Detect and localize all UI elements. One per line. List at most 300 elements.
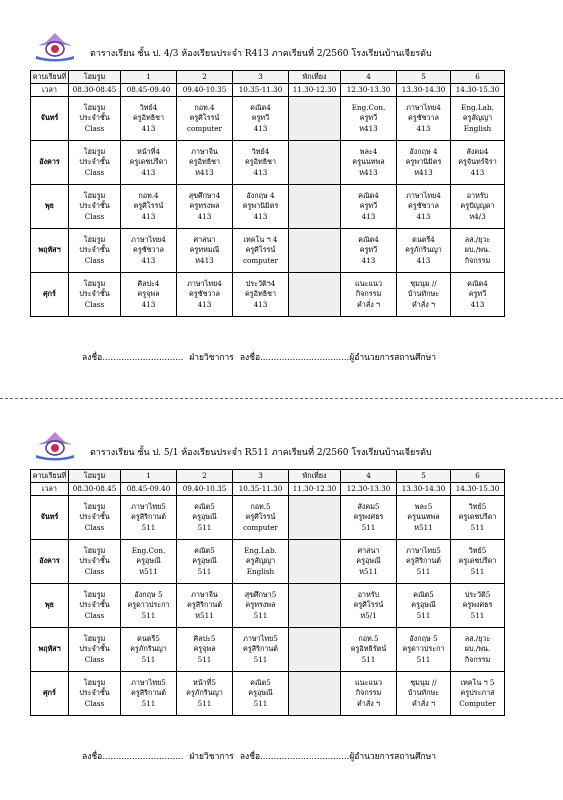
day-row (31, 185, 505, 229)
room: 511 (253, 654, 268, 664)
subject: อังกฤษ 4 (246, 190, 275, 200)
room: 511 (253, 610, 268, 620)
period-header: 5 (397, 470, 451, 483)
teacher: ครูเดชปรีดา (458, 512, 497, 522)
time-slot: 14.30-15.30 (451, 483, 505, 496)
class-cell (397, 229, 451, 273)
teacher: ครูทรงพล (189, 201, 220, 211)
subject: โฮมรูม (83, 633, 106, 643)
subject: คณิต5 (413, 589, 434, 599)
teacher: ครูทหมณี (189, 245, 220, 255)
room: 511 (253, 698, 268, 708)
time-label: เวลา (31, 84, 69, 97)
class-cell (341, 672, 397, 716)
lunch-break-cell (289, 273, 341, 317)
teacher: ครูชัชวาล (133, 245, 164, 255)
class-cell (177, 496, 233, 540)
subject: อาหรับ (466, 190, 489, 200)
room: 511 (197, 654, 212, 664)
school-logo-icon (33, 431, 77, 461)
subject: Eng.Con. (351, 102, 386, 112)
room: computer (243, 255, 278, 265)
class-cell (451, 185, 505, 229)
subject: สุขศึกษา4 (188, 190, 221, 200)
time-slot: 09.40-10.35 (177, 483, 233, 496)
homeroom-cell (69, 540, 121, 584)
teacher: ครูสิริกานต์ (131, 688, 166, 698)
class-cell (177, 540, 233, 584)
period-header: 4 (341, 71, 397, 84)
teacher: ครูทรงพล (245, 600, 276, 610)
class-cell (177, 273, 233, 317)
room: คำสั่ง ฯ (411, 698, 436, 708)
homeroom-cell (69, 97, 121, 141)
room: 511 (361, 654, 376, 664)
lunch-break-cell (289, 229, 341, 273)
teacher: ครูนนทพล (352, 157, 385, 167)
lunch-break-cell (289, 628, 341, 672)
room: 511 (141, 654, 156, 664)
academic-dept-label: ฝ่ายวิชาการ (189, 353, 234, 363)
day-row (31, 97, 505, 141)
class-cell (177, 185, 233, 229)
day-row (31, 141, 505, 185)
class-cell (451, 628, 505, 672)
subject: ลส./ยุวะ (464, 633, 491, 643)
room: 511 (361, 522, 376, 532)
subject: กอท.5 (250, 501, 271, 511)
room: 511 (416, 566, 431, 576)
teacher: ครูชัชวาล (408, 113, 439, 123)
period-header: 1 (121, 71, 177, 84)
class-cell (451, 540, 505, 584)
subject: ศาสนา (193, 234, 216, 244)
lunch-break-cell (289, 540, 341, 584)
class-cell (121, 672, 177, 716)
class-cell (233, 97, 289, 141)
subject: Eng.Con. (131, 545, 166, 555)
class-cell (341, 97, 397, 141)
teacher: ครูอิทธิชา (188, 157, 221, 167)
room: Class (84, 654, 105, 664)
teacher: ครูอิทธิชา (244, 157, 277, 167)
room: Class (84, 211, 105, 221)
room: ห413 (359, 123, 378, 133)
time-slot: 12.30-13.30 (341, 483, 397, 496)
subject: โฮมรูม (83, 677, 106, 687)
room: 413 (141, 299, 156, 309)
teacher: ครูสิริกานต์ (243, 644, 278, 654)
teacher: ครูสิริกานต์ (131, 512, 166, 522)
teacher: ครูพานิมิตร (405, 157, 442, 167)
subject: เทคโน ฯ 5 (460, 677, 495, 687)
teacher: ผบ./พน. (464, 245, 491, 255)
teacher: ครูศิโรรน์ (133, 201, 164, 211)
room: 413 (253, 167, 268, 177)
subject: วิทย์5 (468, 501, 487, 511)
room: กิจกรรม (464, 255, 491, 265)
class-cell (397, 97, 451, 141)
room: ห413 (195, 255, 214, 265)
class-cell (177, 141, 233, 185)
teacher: ครูทวี (359, 201, 378, 211)
class-cell (233, 185, 289, 229)
room: 413 (141, 167, 156, 177)
class-cell (177, 672, 233, 716)
teacher: ครูพานิมิตร (242, 201, 279, 211)
class-cell (177, 229, 233, 273)
lunch-break-cell (289, 584, 341, 628)
teacher: ประจำชั้น (79, 556, 110, 566)
room: ห413 (359, 167, 378, 177)
subject: ชุมนุม // (410, 677, 437, 687)
room: 511 (197, 698, 212, 708)
room: English (246, 566, 275, 576)
subject: กอท.4 (138, 190, 159, 200)
class-cell (121, 185, 177, 229)
room: 413 (253, 123, 268, 133)
room: คำสั่ง ฯ (356, 299, 381, 309)
time-slot: 12.30-13.30 (341, 84, 397, 97)
class-cell (121, 628, 177, 672)
subject: แนะแนว (355, 677, 382, 687)
subject: พละ5 (414, 501, 433, 511)
teacher: ครูอุษณี (192, 512, 217, 522)
subject: หน้าที่4 (137, 146, 160, 156)
room: คำสั่ง ฯ (411, 299, 436, 309)
room: กิจกรรม (464, 654, 491, 664)
subject: ดนตรี4 (412, 234, 435, 244)
subject: วิทย์5 (468, 545, 487, 555)
teacher: ครูทวี (251, 113, 270, 123)
time-slot: 13.30-14.30 (397, 84, 451, 97)
subject: โฮมรูม (83, 589, 106, 599)
day-name: จันทร์ (31, 97, 69, 141)
teacher: ครูอิทธิชา (132, 113, 165, 123)
class-cell (341, 628, 397, 672)
time-slot: 08.45-09.40 (121, 483, 177, 496)
room: 413 (253, 211, 268, 221)
signature-field: ลงชื่อ.............................. (82, 752, 184, 762)
period-header: โฮมรูม (69, 71, 121, 84)
subject: ภาษาไทย5 (243, 633, 278, 643)
subject: สังคม4 (466, 146, 489, 156)
room: 511 (141, 522, 156, 532)
time-slot: 14.30-15.30 (451, 84, 505, 97)
time-slot: 11.30-12.30 (289, 483, 341, 496)
lunch-break-cell (289, 496, 341, 540)
subject: ภาษาไทย4 (406, 190, 441, 200)
room: 511 (416, 654, 431, 664)
day-row (31, 628, 505, 672)
subject: Eng.Lab. (461, 102, 494, 112)
schedule-title: ตารางเรียน ชั้น ป. 5/1 ห้องเรียนประจำ R511 ภาคเรียนที่ 2/2560 โรงเรียนบ้านเจียรดับ (90, 448, 432, 458)
time-slot: 08.30-08.45 (69, 84, 121, 97)
room: ห413 (195, 167, 214, 177)
subject: สังคม5 (357, 501, 380, 511)
room: 413 (361, 211, 376, 221)
teacher: ครูสิริกานต์ (187, 600, 222, 610)
teacher: ประจำชั้น (79, 245, 110, 255)
class-cell (341, 185, 397, 229)
room: 511 (470, 610, 485, 620)
day-name: จันทร์ (31, 496, 69, 540)
teacher: ครูทวี (359, 113, 378, 123)
subject: หน้าที่5 (193, 677, 216, 687)
room: Class (84, 522, 105, 532)
room: 511 (470, 522, 485, 532)
subject: คณิต4 (250, 102, 271, 112)
room: Class (84, 255, 105, 265)
room: Class (84, 167, 105, 177)
room: 413 (197, 211, 212, 221)
homeroom-cell (69, 141, 121, 185)
homeroom-cell (69, 496, 121, 540)
period-header-label: คาบเรียนที่ (31, 470, 69, 483)
day-name: อังคาร (31, 540, 69, 584)
day-name: ศุกร์ (31, 672, 69, 716)
teacher: ครูศิโรรน์ (245, 512, 276, 522)
page-divider (0, 398, 563, 399)
subject: เทคโน ฯ 4 (243, 234, 278, 244)
teacher: ครูภักรินญา (186, 688, 223, 698)
subject: คณิต4 (467, 278, 488, 288)
teacher: ครูอิทธิรัตน์ (350, 644, 387, 654)
academic-dept-label: ฝ่ายวิชาการ (189, 752, 234, 762)
timetable (30, 469, 505, 716)
subject: ศิลปะ5 (193, 633, 216, 643)
teacher: ครูเดชปรีดา (458, 556, 497, 566)
room: 413 (253, 299, 268, 309)
time-slot: 11.30-12.30 (289, 84, 341, 97)
room: 511 (470, 566, 485, 576)
class-cell (397, 185, 451, 229)
lunch-break-cell (289, 185, 341, 229)
signature-line (82, 749, 442, 763)
homeroom-cell (69, 628, 121, 672)
room: ห511 (414, 522, 433, 532)
room: 511 (141, 698, 156, 708)
teacher: ครูอิทธิชา (244, 289, 277, 299)
signature-field: ลงชื่อ.................................ผู้อำนวยการสถานศึกษา (239, 752, 436, 762)
period-header: พักเที่ยง (289, 71, 341, 84)
class-cell (341, 273, 397, 317)
subject: ภาษาไทย4 (131, 234, 166, 244)
day-row (31, 584, 505, 628)
class-cell (121, 584, 177, 628)
class-cell (233, 141, 289, 185)
subject: วิทย์4 (251, 146, 270, 156)
teacher: ครูพงศธร (353, 512, 384, 522)
class-cell (121, 273, 177, 317)
room: ห511 (359, 566, 378, 576)
teacher: ครูอุษณี (192, 556, 217, 566)
room: 413 (416, 123, 431, 133)
class-cell (397, 540, 451, 584)
timetable (30, 70, 505, 317)
subject: ภาษาไทย4 (187, 278, 222, 288)
class-cell (121, 496, 177, 540)
teacher: ครูชัชวาล (408, 201, 439, 211)
class-cell (121, 97, 177, 141)
subject: วิทย์4 (139, 102, 158, 112)
teacher: ประจำชั้น (79, 512, 110, 522)
subject: ประวัติฯ4 (245, 278, 276, 288)
teacher: ครูจันทร์จิรา (458, 157, 497, 167)
time-slot: 10.35-11.30 (233, 84, 289, 97)
subject: กอท.5 (358, 633, 379, 643)
teacher: ผบ./พน. (464, 644, 491, 654)
class-cell (397, 273, 451, 317)
teacher: ครูทวี (468, 289, 487, 299)
subject: คณิต5 (194, 545, 215, 555)
room: Class (84, 299, 105, 309)
teacher: ครูจุพล (137, 289, 160, 299)
class-cell (451, 273, 505, 317)
subject: อังกฤษ 4 (409, 146, 438, 156)
room: 413 (197, 299, 212, 309)
class-cell (341, 496, 397, 540)
homeroom-cell (69, 584, 121, 628)
class-cell (397, 141, 451, 185)
class-cell (397, 628, 451, 672)
subject: อาหรับ (357, 589, 380, 599)
room: Class (84, 566, 105, 576)
teacher: ครูศิโรรน์ (245, 245, 276, 255)
teacher: ครูอุษณี (356, 556, 381, 566)
teacher: ครูจุพล (193, 644, 216, 654)
teacher: ครูอุษณี (136, 556, 161, 566)
class-cell (233, 628, 289, 672)
room: 511 (197, 566, 212, 576)
room: 413 (141, 211, 156, 221)
teacher: ครูเดชปรีดา (129, 157, 168, 167)
time-label: เวลา (31, 483, 69, 496)
subject: Eng.Lab. (244, 545, 277, 555)
room: 413 (470, 299, 485, 309)
subject: โฮมรูม (83, 234, 106, 244)
teacher: บ้านทักษะ (407, 289, 440, 299)
day-row (31, 229, 505, 273)
subject: ประวัติ5 (464, 589, 491, 599)
subject: โฮมรูม (83, 190, 106, 200)
homeroom-cell (69, 185, 121, 229)
teacher: ครูชัชวาล (189, 289, 220, 299)
time-slot: 09.40-10.35 (177, 84, 233, 97)
period-header: โฮมรูม (69, 470, 121, 483)
class-cell (341, 229, 397, 273)
period-header: 3 (233, 71, 289, 84)
period-header: 1 (121, 470, 177, 483)
lunch-break-cell (289, 141, 341, 185)
teacher: ครูดาวประกา (127, 600, 170, 610)
room: 413 (141, 123, 156, 133)
homeroom-cell (69, 672, 121, 716)
teacher: ประจำชั้น (79, 201, 110, 211)
signature-field: ลงชื่อ.............................. (82, 353, 184, 363)
room: computer (243, 522, 278, 532)
room: ห511 (195, 610, 214, 620)
school-logo-icon (33, 32, 77, 62)
subject: โฮมรูม (83, 146, 106, 156)
day-row (31, 273, 505, 317)
subject: โฮมรูม (83, 545, 106, 555)
teacher: ประจำชั้น (79, 688, 110, 698)
room: ห511 (139, 566, 158, 576)
class-cell (397, 672, 451, 716)
class-cell (451, 672, 505, 716)
class-cell (341, 540, 397, 584)
homeroom-cell (69, 273, 121, 317)
subject: ภาษาไทย5 (131, 501, 166, 511)
class-cell (233, 273, 289, 317)
room: ห5/1 (360, 610, 377, 620)
period-header: 6 (451, 71, 505, 84)
room: 413 (416, 211, 431, 221)
room: Class (84, 610, 105, 620)
lunch-break-cell (289, 97, 341, 141)
subject: ภาษาจีน (191, 589, 218, 599)
time-slot: 10.35-11.30 (233, 483, 289, 496)
room: คำสั่ง ฯ (356, 698, 381, 708)
time-slot: 08.30-08.45 (69, 483, 121, 496)
period-header: 6 (451, 470, 505, 483)
room: Class (84, 123, 105, 133)
day-name: พุธ (31, 185, 69, 229)
teacher: ครูดาวประกา (402, 644, 445, 654)
class-cell (121, 540, 177, 584)
subject: ศิลปะ4 (137, 278, 160, 288)
subject: กอท.4 (194, 102, 215, 112)
class-cell (177, 97, 233, 141)
period-header: 4 (341, 470, 397, 483)
room: English (463, 123, 492, 133)
teacher: ครูอุษณี (248, 688, 273, 698)
class-cell (121, 141, 177, 185)
signature-line (82, 350, 442, 364)
subject: คณิต5 (250, 677, 271, 687)
subject: แนะแนว (355, 278, 382, 288)
subject: คณิต5 (194, 501, 215, 511)
day-name: พุธ (31, 584, 69, 628)
class-cell (177, 584, 233, 628)
class-cell (233, 540, 289, 584)
day-name: อังคาร (31, 141, 69, 185)
class-cell (341, 141, 397, 185)
subject: อังกฤษ 5 (134, 589, 163, 599)
room: ห413 (414, 167, 433, 177)
time-slot: 13.30-14.30 (397, 483, 451, 496)
room: computer (187, 123, 222, 133)
class-cell (397, 584, 451, 628)
teacher: ครูพงศธร (462, 600, 493, 610)
room: 511 (141, 610, 156, 620)
teacher: ครูอุษณี (411, 600, 436, 610)
room: 511 (197, 522, 212, 532)
room: 413 (416, 255, 431, 265)
subject: ชุมนุม // (410, 278, 437, 288)
room: Class (84, 698, 105, 708)
class-cell (233, 229, 289, 273)
room: 413 (470, 167, 485, 177)
teacher: ครูประภาส (460, 688, 495, 698)
schedule-title: ตารางเรียน ชั้น ป. 4/3 ห้องเรียนประจำ R413 ภาคเรียนที่ 2/2560 โรงเรียนบ้านเจียรดับ (90, 49, 432, 59)
teacher: ครูศิโรรน์ (353, 600, 384, 610)
day-row (31, 672, 505, 716)
subject: ดนตรี5 (137, 633, 160, 643)
day-name: พฤหัสฯ (31, 229, 69, 273)
subject: ภาษาไทย4 (406, 102, 441, 112)
